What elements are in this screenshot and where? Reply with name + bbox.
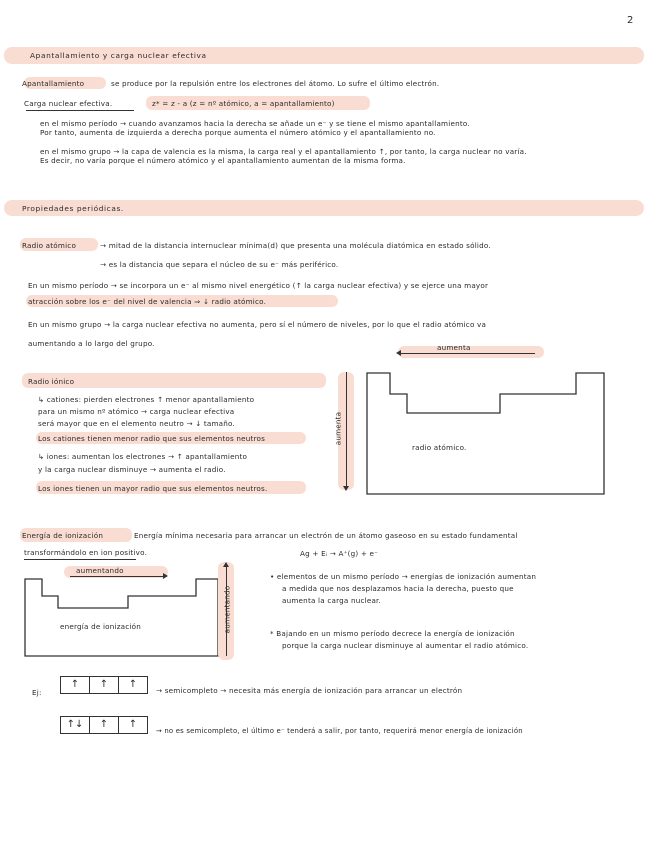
arrow-left-head xyxy=(396,350,401,356)
orbital-box: ↑ xyxy=(60,676,90,694)
radio-definition-2: → es la distancia que separa el núcleo de su e⁻ más periférico. xyxy=(100,260,339,269)
energia-side-label: aumentando xyxy=(222,585,232,634)
arrow-highlight xyxy=(398,346,544,358)
ionico-line-4: Los cationes tienen menor radio que sus elementos neutros xyxy=(38,434,266,443)
diagram-side-label: aumenta xyxy=(333,411,343,446)
definition-underline xyxy=(24,559,136,560)
energia-bullet-1-line-3: aumenta la carga nuclear. xyxy=(282,596,382,605)
diagram-center-label: radio atómico. xyxy=(412,443,467,452)
energia-bullet-1-line-1: • elementos de un mismo período → energías de ionización aumentan xyxy=(270,572,537,581)
orbital-box: ↑ xyxy=(89,676,119,694)
energia-definition-1: Energía mínima necesaria para arrancar un electrón de un átomo gaseoso en su estado fundamental xyxy=(134,531,518,540)
radio-grupo-line-2: aumentando a lo largo del grupo. xyxy=(28,339,155,348)
energia-bullet-2-line-2: porque la carga nuclear disminuye al aumentar el radio atómico. xyxy=(282,641,529,650)
orbital-box: ↑ xyxy=(118,676,148,694)
energia-definition-2: transformándolo en ion positivo. xyxy=(24,548,148,557)
term-radio-ionico: Radio iónico xyxy=(28,377,75,386)
periodic-table-outline xyxy=(366,372,606,496)
arrow-left-line xyxy=(400,353,535,354)
radio-periodo-line-1: En un mismo período → se incorpora un e⁻ al mismo nivel energético (↑ la carga nuclear efectiva) y se ejerce una mayor xyxy=(28,281,489,290)
term-radio-atomico: Radio atómico xyxy=(22,241,77,250)
section-title-propiedades: Propiedades periódicas. xyxy=(22,204,124,213)
term-carga-nuclear: Carga nuclear efectiva. xyxy=(24,99,113,108)
orbital-box: ↑ xyxy=(118,716,148,734)
section-title-apantallamiento: Apantallamiento y carga nuclear efectiva xyxy=(30,51,207,60)
arrow-down-head xyxy=(343,486,349,491)
ionico-line-5: ↳ iones: aumentan los electrones → ↑ apantallamiento xyxy=(38,452,248,461)
orbital-box: ↑ xyxy=(89,716,119,734)
energia-top-label: aumentando xyxy=(76,566,124,575)
grupo-line-2: Es decir, no varía porque el número atómico y el apantallamiento aumentan de la misma forma. xyxy=(40,156,406,165)
grupo-line-1: en el mismo grupo → la capa de valencia es la misma, la carga real y el apantallamiento ↑, por tanto, la carga nuclear no varía. xyxy=(40,147,527,156)
page-number: 2 xyxy=(627,15,634,26)
diagram-top-label: aumenta xyxy=(437,343,471,352)
ionico-line-6: y la carga nuclear disminuye → aumenta el radio. xyxy=(38,465,226,474)
example-label: Ej: xyxy=(32,688,42,697)
radio-grupo-line-1: En un mismo grupo → la carga nuclear efectiva no aumenta, pero sí el número de niveles, por lo que el radio atómico va xyxy=(28,320,487,329)
example-row-1-text: → semicompleto → necesita más energía de ionización para arrancar un electrón xyxy=(156,686,463,695)
term-energia-ionizacion: Energía de ionización xyxy=(22,531,104,540)
orbital-box: ↑↓ xyxy=(60,716,90,734)
ionico-line-1: ↳ cationes: pierden electrones ↑ menor apantallamiento xyxy=(38,395,255,404)
ionico-line-2: para un mismo nº atómico → carga nuclear efectiva xyxy=(38,407,235,416)
carga-formula: z* = z - a (z = nº atómico, a = apantallamiento) xyxy=(152,99,335,108)
energia-bullet-1-line-2: a medida que nos desplazamos hacia la derecha, puesto que xyxy=(282,584,514,593)
energia-bullet-2-line-1: * Bajando en un mismo período decrece la energía de ionización xyxy=(270,629,515,638)
ionization-equation: Ag + Eᵢ → A⁺(g) + e⁻ xyxy=(300,549,379,558)
example-row-2-text: → no es semicompleto, el último e⁻ tenderá a salir, por tanto, requerirá menor energía de ionización xyxy=(156,727,523,735)
energia-center-label: energía de ionización xyxy=(60,622,141,631)
term-apantallamiento: Apantallamiento xyxy=(22,79,85,88)
term-underline xyxy=(26,110,134,111)
radio-definition-1: → mitad de la distancia internuclear mínima(d) que presenta una molécula diatómica en estado sólido. xyxy=(100,241,491,250)
arrow-right-line xyxy=(70,576,164,577)
ionico-line-3: será mayor que en el elemento neutro → ↓ tamaño. xyxy=(38,419,236,428)
arrow-down-line xyxy=(346,372,347,488)
periodo-line-2: Por tanto, aumenta de izquierda a derecha porque aumenta el número atómico y el apantallamiento no. xyxy=(40,128,436,137)
ionico-line-7: Los iones tienen un mayor radio que sus elementos neutros. xyxy=(38,484,268,493)
apantallamiento-definition: se produce por la repulsión entre los electrones del átomo. Lo sufre el último electrón. xyxy=(111,79,440,88)
arrow-up-head xyxy=(223,562,229,567)
periodo-line-1: en el mismo período → cuando avanzamos hacia la derecha se añade un e⁻ y se tiene el mismo apantallamiento. xyxy=(40,119,470,128)
periodic-table-outline xyxy=(24,578,220,658)
radio-periodo-line-2: atracción sobre los e⁻ del nivel de valencia ⇒ ↓ radio atómico. xyxy=(28,297,267,306)
